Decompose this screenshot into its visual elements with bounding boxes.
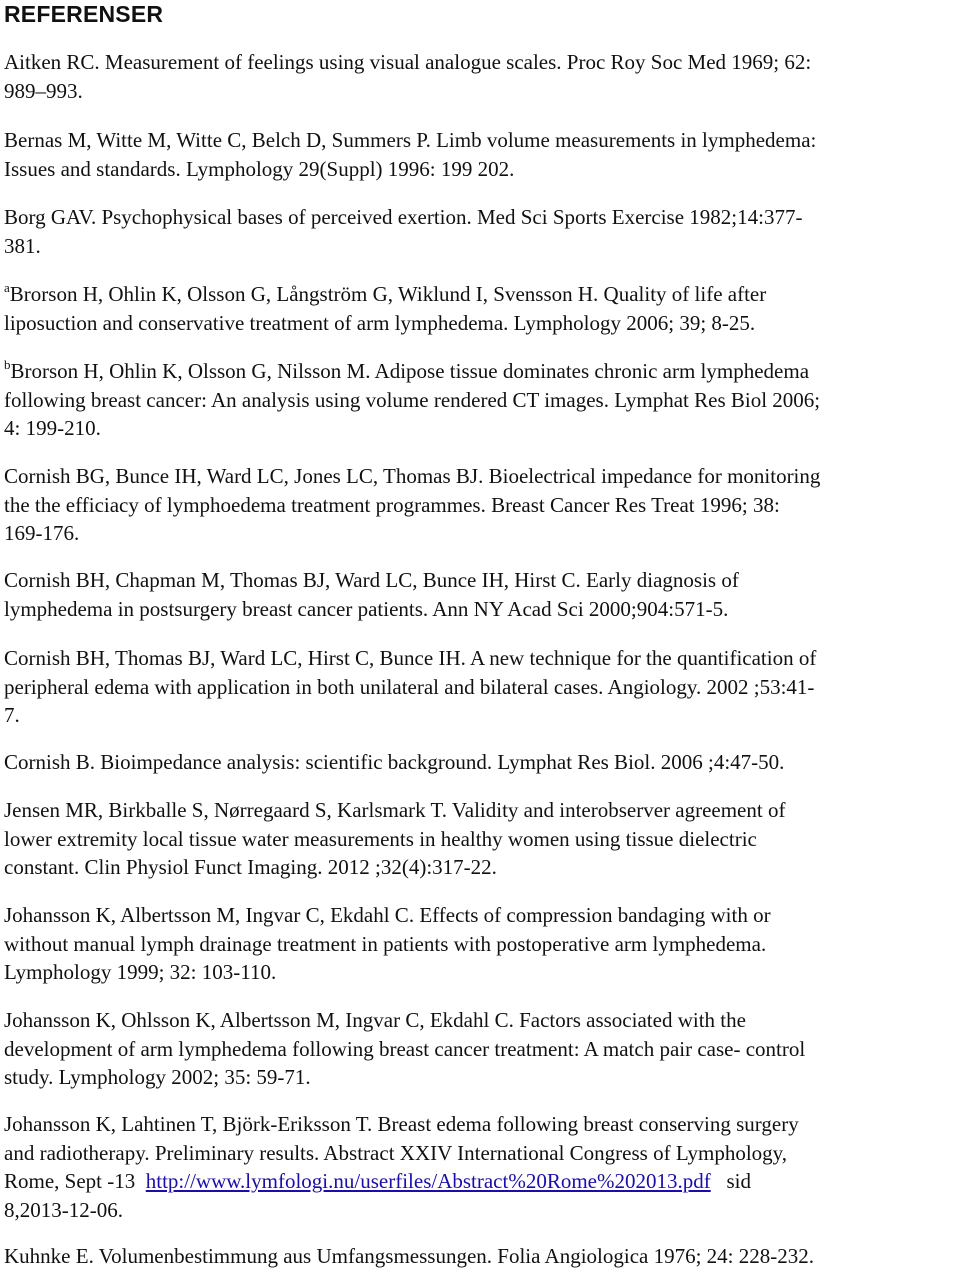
reference-item [4,462,960,548]
reference-item [4,1242,960,1271]
reference-line: Kuhnke E. Volumenbestimmung aus Umfangsmessungen. Folia Angiologica 1976; 24: 228-232. [4,1244,814,1268]
reference-line: and radiotherapy. Preliminary results. Abstract XXIV International Congress of Lymphology, [4,1140,788,1165]
reference-line: Johansson K, Ohlsson K, Albertsson M, Ingvar C, Ekdahl C. Factors associated with the [4,1008,746,1032]
reference-line: 7. [4,703,20,728]
reference-line: Johansson K, Lahtinen T, Björk-Eriksson T. Breast edema following breast conserving surgery [4,1112,799,1136]
reference-line: 8,2013-12-06. [4,1197,123,1222]
reference-line: Cornish BH, Thomas BJ, Ward LC, Hirst C, Bunce IH. A new technique for the quantification of [4,646,817,670]
reference-line [4,357,960,386]
reference-item [4,644,960,730]
reference-line [4,280,960,309]
reference-line: 989–993. [4,78,83,103]
reference-item [4,1006,960,1092]
reference-line: 381. [4,233,41,258]
reference-line: study. Lymphology 2002; 35: 59-71. [4,1065,311,1090]
reference-line: constant. Clin Physiol Funct Imaging. 2012 ;32(4):317-22. [4,855,497,880]
reference-item [4,203,960,260]
reference-line: peripheral edema with application in both unilateral and bilateral cases. Angiology. 2002 ;53:41- [4,674,815,699]
superscript-marker: b [4,357,11,372]
reference-line: Lymphology 1999; 32: 103-110. [4,960,277,985]
reference-line: following breast cancer: An analysis using volume rendered CT images. Lymphat Res Biol 2006; [4,387,821,412]
reference-line: liposuction and conservative treatment of arm lymphedema. Lymphology 2006; 39; 8-25. [4,310,756,335]
reference-line: Cornish BG, Bunce IH, Ward LC, Jones LC, Thomas BJ. Bioelectrical impedance for monitoring [4,464,821,488]
reference-item [4,48,960,105]
reference-line: without manual lymph drainage treatment in patients with postoperative arm lymphedema. [4,931,767,956]
reference-line: Cornish B. Bioimpedance analysis: scientific background. Lymphat Res Biol. 2006 ;4:47-50. [4,750,785,774]
reference-line: lymphedema in postsurgery breast cancer patients. Ann NY Acad Sci 2000;904:571-5. [4,596,729,621]
reference-item [4,566,960,623]
reference-line: Johansson K, Albertsson M, Ingvar C, Ekdahl C. Effects of compression bandaging with or [4,903,771,927]
reference-line: 4: 199-210. [4,416,101,441]
reference-item [4,357,960,443]
reference-text: Brorson H, Ohlin K, Olsson G, Långström G, Wiklund I, Svensson H. Quality of life after [9,282,767,306]
reference-line: Cornish BH, Chapman M, Thomas BJ, Ward LC, Bunce IH, Hirst C. Early diagnosis of [4,568,739,592]
reference-line: Bernas M, Witte M, Witte C, Belch D, Summers P. Limb volume measurements in lymphedema: [4,128,817,152]
reference-text: Brorson H, Ohlin K, Olsson G, Nilsson M. Adipose tissue dominates chronic arm lymphedema [10,359,810,383]
references-heading: REFERENSER [4,1,164,27]
reference-text: sid [710,1169,751,1194]
reference-line: Jensen MR, Birkballe S, Nørregaard S, Karlsmark T. Validity and interobserver agreement of [4,798,786,822]
reference-item [4,748,960,777]
reference-item [4,901,960,987]
superscript-marker: a [4,280,10,295]
reference-line [4,1167,960,1196]
reference-line: Aitken RC. Measurement of feelings using visual analogue scales. Proc Roy Soc Med 1969; 62: [4,50,812,74]
reference-item [4,796,960,882]
reference-line: 169-176. [4,521,80,546]
reference-item [4,280,960,337]
reference-line: lower extremity local tissue water measurements in healthy women using tissue dielectric [4,826,757,851]
reference-item [4,126,960,183]
reference-item [4,1110,960,1224]
reference-line: development of arm lymphedema following breast cancer treatment: A match pair case- control [4,1036,806,1061]
reference-line: the the efficiacy of lymphoedema treatment programmes. Breast Cancer Res Treat 1996; 38: [4,492,780,517]
reference-line: Issues and standards. Lymphology 29(Suppl) 1996: 199 202. [4,156,515,181]
reference-text: Rome, Sept -13 [4,1169,146,1194]
abstract-link[interactable]: http://www.lymfologi.nu/userfiles/Abstract%20Rome%202013.pdf [145,1169,711,1194]
reference-line: Borg GAV. Psychophysical bases of perceived exertion. Med Sci Sports Exercise 1982;14:377- [4,205,803,229]
